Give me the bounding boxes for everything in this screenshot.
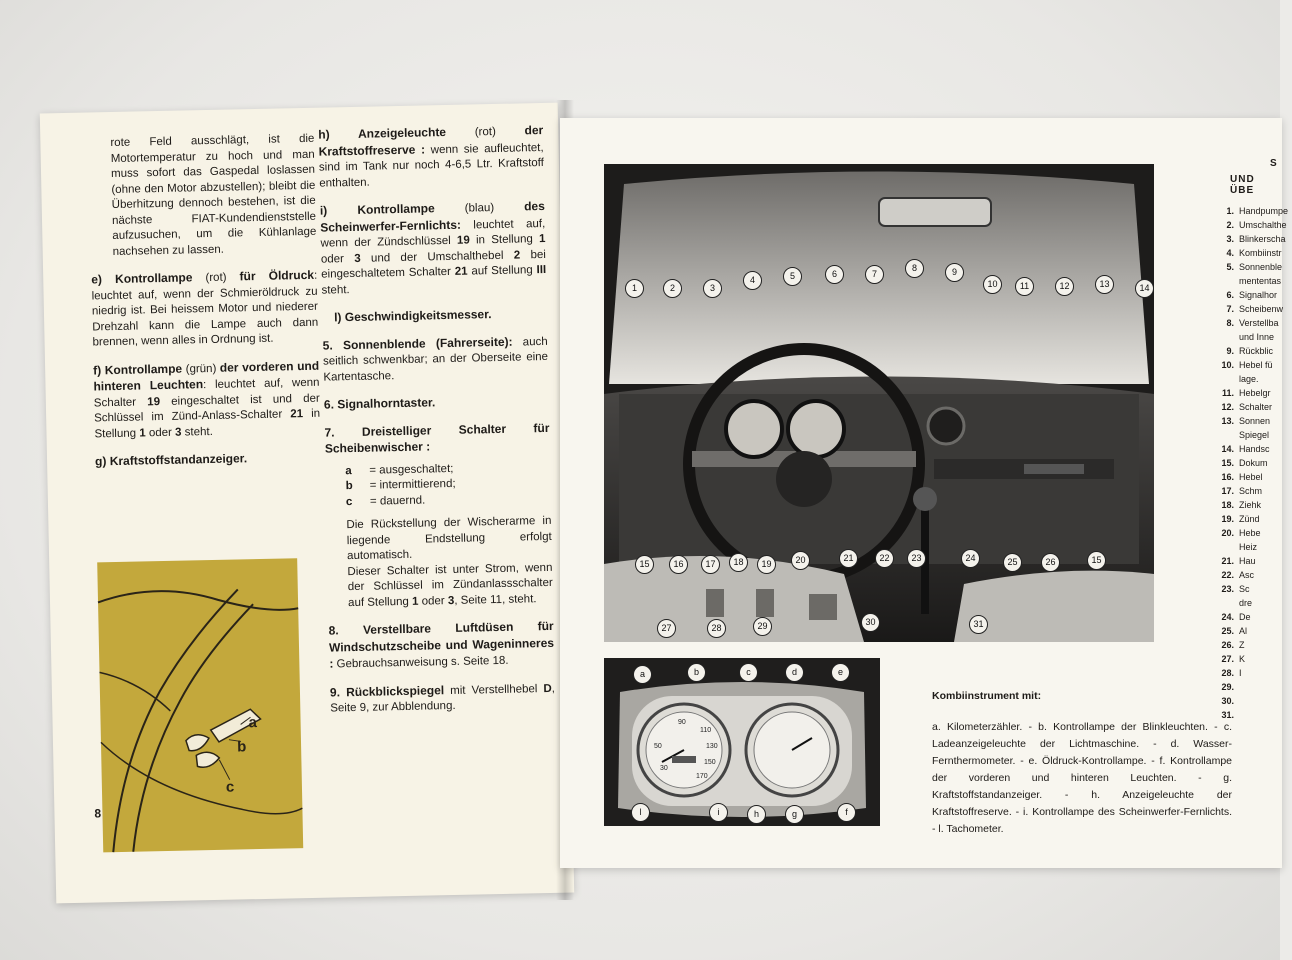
legend-number	[1212, 330, 1239, 344]
legend-text: Handsc	[1239, 444, 1270, 454]
right-page	[560, 118, 1289, 868]
cluster-callout-b: b	[687, 663, 706, 682]
legend-item	[1212, 484, 1292, 498]
callout-3: 3	[703, 279, 722, 298]
cluster-callout-c: c	[739, 663, 758, 682]
legend-text: Blinkerscha	[1239, 234, 1286, 244]
legend-number: 24.	[1221, 612, 1234, 622]
legend-item	[1212, 232, 1292, 246]
gauge-num-130: 130	[706, 743, 718, 750]
cluster-callout-a: a	[633, 665, 652, 684]
legend-number: 23.	[1221, 584, 1234, 594]
paragraph-temperature: rote Feld ausschlägt, ist die Motortemperatur zu hoch und man muss sofort das Gaspedal loslassen (ohne den Motor abzustellen); bleibt die Überhitzung dennoch bestehen, ist die nächste FIAT-Kundendienststelle aufzusuchen, um die Kühlanlage nachsehen zu lassen.	[110, 132, 317, 258]
legend-item	[1212, 442, 1292, 456]
legend-item	[1212, 274, 1292, 288]
callout-26-11: 26	[1041, 553, 1060, 572]
legend-item	[1212, 386, 1292, 400]
legend-item	[1212, 302, 1292, 316]
callout-13: 13	[1095, 275, 1114, 294]
legend-item	[1212, 246, 1292, 260]
legend-text: Verstellba	[1239, 318, 1279, 328]
legend-item	[1212, 512, 1292, 526]
gauge-num-110: 110	[700, 727, 712, 734]
legend-number: 9.	[1226, 346, 1234, 356]
illus-label-b: b	[236, 738, 247, 756]
legend-text: Rückblic	[1239, 346, 1274, 356]
legend-text: Sonnenble	[1239, 262, 1283, 272]
legend-number: 30.	[1221, 696, 1234, 706]
legend-text: Dokum	[1239, 458, 1268, 468]
legend-number: 18.	[1221, 500, 1234, 510]
legend-item	[1212, 428, 1292, 442]
callout-7: 7	[865, 265, 884, 284]
callout-18-3: 18	[729, 553, 748, 572]
legend-text: Spiegel	[1239, 430, 1270, 440]
callout-29-15: 29	[753, 617, 772, 636]
legend-item	[1212, 218, 1292, 232]
legend-text: Zünd	[1239, 514, 1260, 524]
illus-label-c: c	[225, 778, 235, 796]
gauge-num-30: 30	[660, 765, 668, 772]
legend-number: 12.	[1221, 402, 1234, 412]
callout-1: 1	[625, 279, 644, 298]
legend-text: und Inne	[1239, 332, 1275, 342]
legend-item	[1212, 358, 1292, 372]
kombi-caption	[932, 688, 1232, 838]
callout-31-17: 31	[969, 615, 988, 634]
legend-text: Al	[1239, 626, 1248, 636]
legend-text: Scheibenw	[1239, 304, 1284, 314]
item-7: 7. Dreistelliger Schalter für Scheibenwischer :	[324, 420, 550, 456]
legend-text: I	[1239, 668, 1242, 678]
legend-number	[1212, 428, 1239, 442]
left-column-1	[88, 132, 321, 482]
legend-text: De	[1239, 612, 1251, 622]
steering-wheel-drawing	[97, 558, 303, 852]
legend-item	[1212, 680, 1292, 694]
callout-11: 11	[1015, 277, 1034, 296]
legend-number: 4.	[1226, 248, 1234, 258]
legend-text: Handpumpe	[1239, 206, 1289, 216]
wiper-option-c: c = dauernd.	[345, 494, 426, 508]
legend-number: 25.	[1221, 626, 1234, 636]
item-h: h) Anzeigeleuchte (rot) der Kraftstoffreserve : wenn sie aufleuchtet, sind im Tank nur noch 4-6,5 Ltr. Kraftstoff enthalten.	[318, 122, 545, 190]
legend-text: Schm	[1239, 486, 1263, 496]
callout-28-14: 28	[707, 619, 726, 638]
callout-24-9: 24	[961, 549, 980, 568]
legend-number: 2.	[1226, 220, 1234, 230]
wiper-option-b: b = intermittierend;	[345, 477, 456, 493]
legend-title-2: UND ÜBE	[1230, 174, 1255, 196]
gauge-num-150: 150	[704, 759, 716, 766]
wiper-reset-text: Die Rückstellung der Wischerarme in liegende Endstellung erfolgt automatisch.	[346, 514, 552, 563]
callout-17-2: 17	[701, 555, 720, 574]
page-number: 8	[94, 806, 102, 821]
legend-item	[1212, 596, 1292, 610]
legend-number: 19.	[1221, 514, 1234, 524]
legend-item	[1212, 554, 1292, 568]
callout-15-0: 15	[635, 555, 654, 574]
item-g: g) Kraftstoffstandanzeiger.	[94, 451, 248, 469]
legend-item	[1212, 414, 1292, 428]
legend-item	[1212, 330, 1292, 344]
legend-number: 26.	[1221, 640, 1234, 650]
legend-item	[1212, 666, 1292, 680]
cluster-callout-f: f	[837, 803, 856, 822]
legend-item	[1212, 372, 1292, 386]
callout-25-10: 25	[1003, 553, 1022, 572]
legend-item	[1212, 498, 1292, 512]
callout-20-5: 20	[791, 551, 810, 570]
legend-item	[1212, 316, 1292, 330]
callout-2: 2	[663, 279, 682, 298]
legend-number: 21.	[1221, 556, 1234, 566]
legend-number: 28.	[1221, 668, 1234, 678]
legend-text: Hebel fü	[1239, 360, 1273, 370]
legend-number: 8.	[1226, 318, 1234, 328]
legend-number: 1.	[1226, 206, 1234, 216]
gauge-num-90: 90	[678, 719, 686, 726]
legend-number: 10.	[1221, 360, 1234, 370]
callout-27-13: 27	[657, 619, 676, 638]
legend-text: Signalhor	[1239, 290, 1278, 300]
legend-item	[1212, 288, 1292, 302]
wiper-power-text: Dieser Schalter ist unter Strom, wenn der Schlüssel im Zündanlassschalter auf Stellung 1 oder 3, Seite 11, steht.	[347, 561, 553, 609]
item-5: 5. Sonnenblende (Fahrerseite): auch seitlich schwenkbar; an der Oberseite eine Kartentasche.	[322, 334, 549, 384]
legend-text: Hebel	[1239, 472, 1263, 482]
item-i: i) Kontrollampe (blau) des Scheinwerfer-Fernlichts: leuchtet auf, wenn der Zündschlüssel 19 in Stellung 1 oder 3 und der Umschalthebel 2 bei eingeschaltetem Schalter 21 auf Stellung III steht.	[319, 198, 547, 297]
legend-text: Asc	[1239, 570, 1255, 580]
legend-text: Kombiinstr	[1239, 248, 1282, 258]
legend-number: 7.	[1226, 304, 1234, 314]
legend-number: 27.	[1221, 654, 1234, 664]
callout-9: 9	[945, 263, 964, 282]
legend-number: 31.	[1221, 710, 1234, 720]
legend-text: K	[1239, 654, 1246, 664]
legend-item	[1212, 470, 1292, 484]
left-column-2	[318, 123, 556, 729]
legend-number: 6.	[1226, 290, 1234, 300]
legend-item	[1212, 610, 1292, 624]
left-page	[40, 103, 574, 904]
gauge-num-170: 170	[696, 773, 708, 780]
legend-text: Umschalthe	[1239, 220, 1287, 230]
legend-text: Hau	[1239, 556, 1256, 566]
cluster-callout-g: g	[785, 805, 804, 824]
legend-text: mententas	[1239, 276, 1282, 286]
legend-number: 29.	[1221, 682, 1234, 692]
legend-text: lage.	[1239, 374, 1259, 384]
legend-item	[1212, 526, 1292, 540]
legend-item	[1212, 638, 1292, 652]
legend-text: dre	[1239, 598, 1253, 608]
legend-item	[1212, 568, 1292, 582]
callout-30-16: 30	[861, 613, 880, 632]
legend-number	[1212, 372, 1239, 386]
callout-21-6: 21	[839, 549, 858, 568]
wiper-options	[325, 459, 551, 510]
legend-item	[1212, 540, 1292, 554]
item-l: l) Geschwindigkeitsmesser.	[333, 307, 492, 325]
item-e: e) Kontrollampe (rot) für Öldruck: leuchtet auf, wenn der Schmieröldruck zu niedrig ist. Bei heissem Motor und niederer Drehzahl kann die Lampe auch dann brennen, wenn alles in Ordnung ist.	[91, 267, 319, 349]
legend-number	[1212, 540, 1239, 554]
legend-item	[1212, 344, 1292, 358]
kombi-text: a. Kilometerzähler. - b. Kontrollampe der Blinkleuchten. - c. Ladeanzeigeleuchte der Lichtmaschine. - d. Wasser-Fernthermometer. - e. Öldruck-Kontrollampe. - f. Kontrollampe der vorderen und hinteren Leuchten. - g. Kraftstoffstandanzeiger. - h. Anzeigeleuchte der Kraftstoffreserve. - i. Kontrollampe des Scheinwerfer-Fernlichts. - l. Tachometer.	[932, 721, 1232, 835]
wiper-switch-illustration	[97, 558, 303, 852]
item-6: 6. Signalhorntaster.	[323, 395, 436, 412]
cluster-callout-h: h	[747, 805, 766, 824]
legend-number	[1212, 596, 1239, 610]
cluster-callout-d: d	[785, 663, 804, 682]
legend-number	[1212, 274, 1239, 288]
callout-23-8: 23	[907, 549, 926, 568]
legend-text: Hebe	[1239, 528, 1261, 538]
item-f: f) Kontrollampe (grün) der vorderen und hinteren Leuchten: leuchtet auf, wenn Schalter 19 eingeschaltet ist und der Schlüssel im Zünd-Anlass-Schalter 21 in Stellung 1 oder 3 steht.	[93, 358, 321, 440]
dashboard-drawing	[604, 164, 1154, 642]
legend-text: Sc	[1239, 584, 1250, 594]
legend-number: 15.	[1221, 458, 1234, 468]
legend-item	[1212, 652, 1292, 666]
legend-list	[1212, 204, 1292, 722]
legend-item	[1212, 456, 1292, 470]
callout-16-1: 16	[669, 555, 688, 574]
legend-item	[1212, 694, 1292, 708]
kombi-heading: Kombiinstrument mit:	[932, 690, 1042, 702]
callout-12: 12	[1055, 277, 1074, 296]
legend-number: 22.	[1221, 570, 1234, 580]
legend-number: 3.	[1226, 234, 1234, 244]
legend-number: 16.	[1221, 472, 1234, 482]
legend-item	[1212, 624, 1292, 638]
legend-text: Ziehk	[1239, 500, 1262, 510]
callout-8: 8	[905, 259, 924, 278]
legend-text: Sonnen	[1239, 416, 1271, 426]
cluster-callout-e: e	[831, 663, 850, 682]
legend-text: Z	[1239, 640, 1245, 650]
callout-22-7: 22	[875, 549, 894, 568]
legend-item	[1212, 260, 1292, 274]
item-8: 8. Verstellbare Luftdüsen für Windschutzscheibe und Wageninneres : Gebrauchsanweisung s. Seite 18.	[328, 618, 555, 671]
cluster-callout-l: l	[631, 803, 650, 822]
callout-6: 6	[825, 265, 844, 284]
callout-5: 5	[783, 267, 802, 286]
legend-number: 20.	[1221, 528, 1234, 538]
legend-text: Heiz	[1239, 542, 1258, 552]
callout-19-4: 19	[757, 555, 776, 574]
dashboard-photo	[604, 164, 1154, 642]
legend-number: 17.	[1221, 486, 1234, 496]
legend-item	[1212, 708, 1292, 722]
callout-15-12: 15	[1087, 551, 1106, 570]
gauge-num-50: 50	[654, 743, 662, 750]
callout-14: 14	[1135, 279, 1154, 298]
illus-label-a: a	[248, 714, 258, 732]
legend-text: Schalter	[1239, 402, 1273, 412]
instrument-cluster-photo	[604, 658, 880, 826]
legend-title-1: S	[1270, 158, 1278, 169]
cluster-callout-i: i	[709, 803, 728, 822]
callout-4: 4	[743, 271, 762, 290]
legend-number: 5.	[1226, 262, 1234, 272]
legend-item	[1212, 204, 1292, 218]
item-9: 9. Rückblickspiegel mit Verstellhebel D, Seite 9, zur Abblendung.	[329, 682, 556, 715]
legend-number: 11.	[1221, 388, 1234, 398]
legend-text: Hebelgr	[1239, 388, 1271, 398]
callout-10: 10	[983, 275, 1002, 294]
legend-item	[1212, 582, 1292, 596]
legend-number: 14.	[1221, 444, 1234, 454]
legend-item	[1212, 400, 1292, 414]
wiper-option-a: a = ausgeschaltet;	[345, 462, 454, 477]
legend-number: 13.	[1221, 416, 1234, 426]
